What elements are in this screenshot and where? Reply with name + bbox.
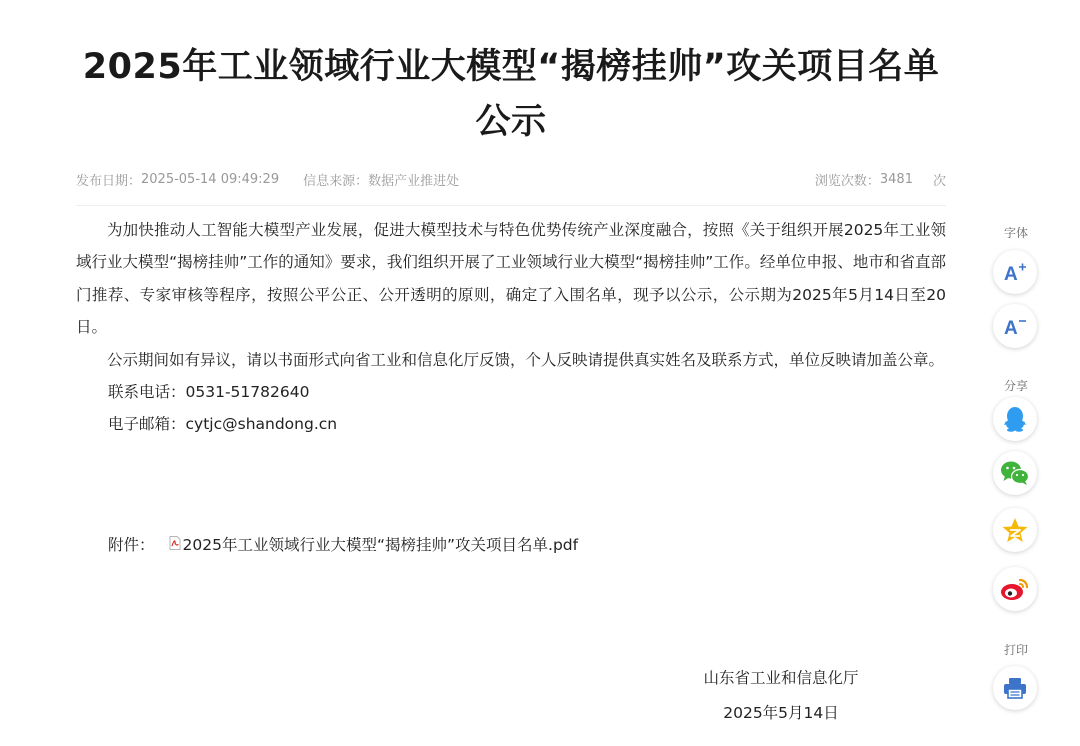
contact-email bbox=[76, 408, 946, 440]
views-value: 3481 bbox=[879, 171, 913, 187]
qzone-icon bbox=[1001, 516, 1029, 544]
attachment bbox=[108, 533, 578, 557]
view-count bbox=[815, 170, 946, 189]
svg-text:A: A bbox=[1004, 318, 1018, 337]
publish-date: 2025-05-14 09:49:29 bbox=[141, 171, 280, 187]
share-qzone-button[interactable] bbox=[993, 508, 1037, 552]
views-unit: 次 bbox=[932, 173, 946, 189]
share-wechat-button[interactable] bbox=[993, 451, 1037, 495]
font-increase-icon bbox=[1002, 261, 1028, 283]
meta-divider bbox=[76, 205, 946, 206]
print-button[interactable] bbox=[993, 666, 1037, 710]
body-paragraph: 为加快推动人工智能大模型产业发展，促进大模型技术与特色优势传统产业深度融合，按照《关于组织开展2025年工业领域行业大模型“揭榜挂帅”工作的通知》要求，我们组织开展了工业领域行业大模型“揭榜挂帅”工作。经单位申报、地市和省直部门推荐、专家审核等程序，按照公平公正、公开透明的原则，确定了入围名单，现予以公示，公示期为2025年5月14日至20日。 bbox=[76, 221, 946, 337]
article-title: 2025年工业领域行业大模型“揭榜挂帅”攻关项目名单公示 bbox=[82, 47, 940, 142]
attachment-link[interactable]: 2025年工业领域行业大模型“揭榜挂帅”攻关项目名单.pdf bbox=[182, 536, 579, 554]
svg-text:A: A bbox=[1004, 264, 1018, 283]
side-toolbar bbox=[992, 0, 1040, 746]
print-label: 打印 bbox=[1003, 643, 1028, 657]
body-paragraph: 公示期间如有异议，请以书面形式向省工业和信息化厅反馈，个人反映请提供真实姓名及联系方式，单位反映请加盖公章。 bbox=[107, 350, 945, 369]
contact-phone bbox=[76, 376, 946, 408]
views-label: 浏览次数： bbox=[814, 173, 880, 189]
signature-organization: 山东省工业和信息化厅 bbox=[703, 669, 859, 687]
email-label: 电子邮箱： bbox=[108, 415, 186, 434]
publish-date-label: 发布日期： bbox=[76, 173, 142, 189]
phone-label: 联系电话： bbox=[108, 383, 186, 402]
article-body bbox=[76, 214, 946, 441]
pdf-icon bbox=[169, 533, 181, 547]
font-decrease-icon bbox=[1002, 315, 1028, 337]
font-increase-button[interactable] bbox=[993, 250, 1037, 294]
share-weibo-button[interactable] bbox=[993, 567, 1037, 611]
email-value: cytjc@shandong.cn bbox=[185, 415, 338, 434]
qq-icon bbox=[1002, 405, 1028, 433]
article bbox=[76, 0, 946, 441]
font-size-label: 字体 bbox=[1003, 226, 1028, 240]
attachment-label: 附件： bbox=[108, 536, 155, 554]
source-label: 信息来源： bbox=[303, 173, 369, 189]
weibo-icon bbox=[1000, 576, 1030, 602]
share-label: 分享 bbox=[1003, 379, 1028, 393]
source: 数据产业推进处 bbox=[368, 173, 460, 189]
share-qq-button[interactable] bbox=[993, 397, 1037, 441]
phone-value: 0531-51782640 bbox=[185, 383, 310, 402]
printer-icon bbox=[1003, 677, 1027, 699]
signature-date: 2025年5月14日 bbox=[723, 704, 839, 722]
wechat-icon bbox=[1000, 460, 1030, 486]
font-decrease-button[interactable] bbox=[993, 304, 1037, 348]
article-meta bbox=[76, 168, 946, 190]
